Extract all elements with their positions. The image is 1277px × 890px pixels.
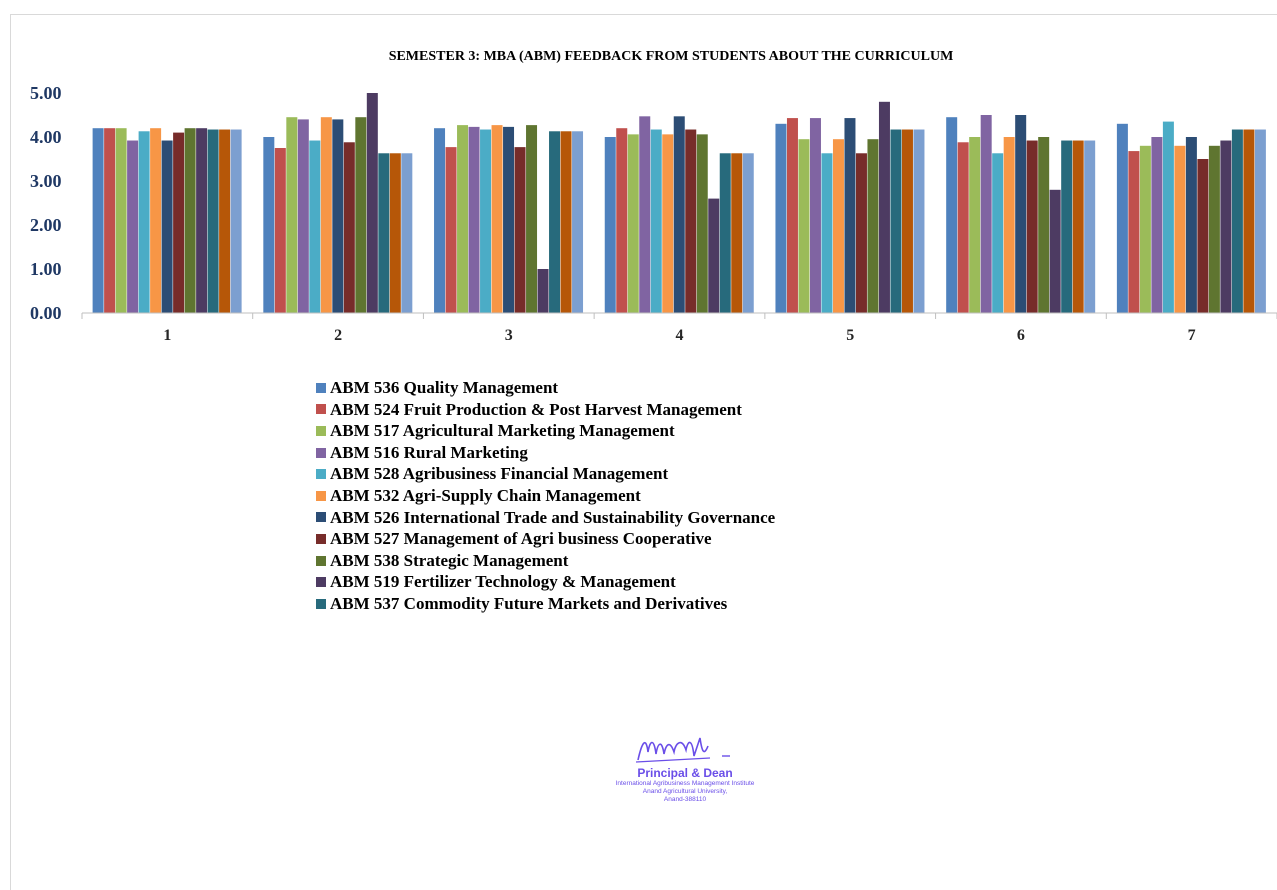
bar [708,199,719,313]
bar [492,125,503,313]
bar [1220,141,1231,313]
x-tick-label: 3 [504,327,513,344]
legend-item [316,463,775,485]
principal-stamp [590,732,780,804]
bar [787,118,798,313]
bar [674,116,685,313]
legend-swatch [316,448,326,458]
bar [821,153,832,313]
bar [1197,159,1208,313]
bar [480,130,491,313]
bar [1117,124,1128,313]
bar [1038,137,1049,313]
bar [401,153,412,313]
bar [1004,137,1015,313]
chart-title: SEMESTER 3: MBA (ABM) FEEDBACK FROM STUDENTS ABOUT THE CURRICULUM [388,49,954,64]
bar [1243,130,1254,313]
bar [1151,137,1162,313]
bar [344,142,355,313]
x-tick-label: 6 [1016,327,1025,344]
legend-label: ABM 528 Agribusiness Financial Management [330,464,669,484]
bar [662,134,673,313]
bar [469,127,480,313]
bar [219,130,230,313]
bar [1015,115,1026,313]
bar [879,102,890,313]
x-axis [82,313,1277,344]
bar [731,153,742,313]
bar [378,153,389,313]
bar [890,130,901,313]
legend-swatch [316,469,326,479]
legend-label: ABM 538 Strategic Management [330,550,569,570]
x-tick-label: 1 [163,327,172,344]
bar [1255,130,1266,313]
legend-item [316,485,775,507]
bar [902,130,913,313]
legend-label: ABM 527 Management of Agri business Cooperative [330,529,712,549]
bar [946,117,957,313]
bar [958,142,969,313]
bar [116,128,127,313]
y-tick-label: 0.00 [30,303,62,323]
y-tick-label: 4.00 [30,127,62,147]
bar [321,117,332,313]
legend-label: ABM 516 Rural Marketing [330,442,528,462]
bar [162,141,173,313]
bar [515,147,526,313]
bar [743,153,754,313]
bar [150,128,161,313]
bar [275,148,286,313]
bar [298,119,309,313]
bar [434,128,445,313]
bar [616,128,627,313]
x-tick-label: 5 [846,327,855,344]
y-axis [30,83,62,323]
bar [1128,151,1139,313]
legend-swatch [316,556,326,566]
legend-item [316,593,775,615]
legend-label: ABM 526 International Trade and Sustainability Governance [330,507,776,527]
bar [775,124,786,313]
legend-label: ABM 537 Commodity Future Markets and Derivatives [330,593,728,613]
bar [1061,141,1072,313]
legend-label: ABM 524 Fruit Production & Post Harvest Management [330,399,742,419]
legend-item [316,420,775,442]
bar [127,141,138,313]
bar [332,119,343,313]
bar [104,128,115,313]
legend-label: ABM 517 Agricultural Marketing Management [330,421,675,441]
legend-item [316,528,775,550]
bar [446,147,457,313]
signature-image [630,732,740,766]
legend-swatch [316,512,326,522]
y-tick-label: 1.00 [30,259,62,279]
legend-swatch [316,534,326,544]
bar [526,125,537,313]
bar [605,137,616,313]
bar [390,153,401,313]
legend-item [316,399,775,421]
bar [913,130,924,313]
bar [309,141,320,313]
bar [651,130,662,313]
bar [1174,146,1185,313]
bar [969,137,980,313]
bar-series [93,93,1266,313]
bar [981,115,992,313]
bar [208,130,219,313]
y-tick-label: 2.00 [30,215,62,235]
y-tick-label: 5.00 [30,83,62,103]
bar [286,117,297,313]
bar [1232,130,1243,313]
legend-item [316,571,775,593]
bar [231,130,242,313]
bar [867,139,878,313]
stamp-institute: International Agribusiness Management Institute [615,780,755,787]
bar [572,131,583,313]
bar [810,118,821,313]
legend-swatch [316,599,326,609]
bar [992,153,1003,313]
legend-item [316,550,775,572]
stamp-university: Anand Agricultural University, [642,788,728,795]
bar [1050,190,1061,313]
bar-chart [0,0,1277,370]
bar [263,137,274,313]
bar [355,117,366,313]
bar [1073,141,1084,313]
bar [561,131,572,313]
bar [1186,137,1197,313]
bar [798,139,809,313]
stamp-location: Anand-388110 [663,796,707,803]
bar [639,116,650,313]
bar [697,134,708,313]
bar [538,269,549,313]
legend-label: ABM 536 Quality Management [330,378,559,397]
bar [185,128,196,313]
bar [685,130,696,313]
legend-swatch [316,577,326,587]
bar [1027,141,1038,313]
bar [628,134,639,313]
legend-swatch [316,404,326,414]
bar [1084,141,1095,313]
chart-legend [316,377,775,615]
legend-item [316,507,775,529]
bar [173,133,184,313]
x-tick-label: 4 [675,327,684,344]
bar [196,128,207,313]
bar [844,118,855,313]
legend-item [316,442,775,464]
y-tick-label: 3.00 [30,171,62,191]
legend-label: ABM 532 Agri-Supply Chain Management [330,485,641,505]
legend-swatch [316,426,326,436]
bar [503,127,514,313]
legend-swatch [316,383,326,393]
bar [93,128,104,313]
legend-item [316,377,775,399]
x-tick-label: 7 [1187,327,1196,344]
bar [720,153,731,313]
bar [139,131,150,313]
bar [367,93,378,313]
bar [833,139,844,313]
bar [1163,122,1174,313]
legend-swatch [316,491,326,501]
bar [1140,146,1151,313]
bar [549,131,560,313]
bar [856,153,867,313]
stamp-role: Principal & Dean [637,766,733,780]
bar [1209,146,1220,313]
x-tick-label: 2 [334,327,343,344]
legend-label: ABM 519 Fertilizer Technology & Management [330,572,676,592]
bar [457,125,468,313]
